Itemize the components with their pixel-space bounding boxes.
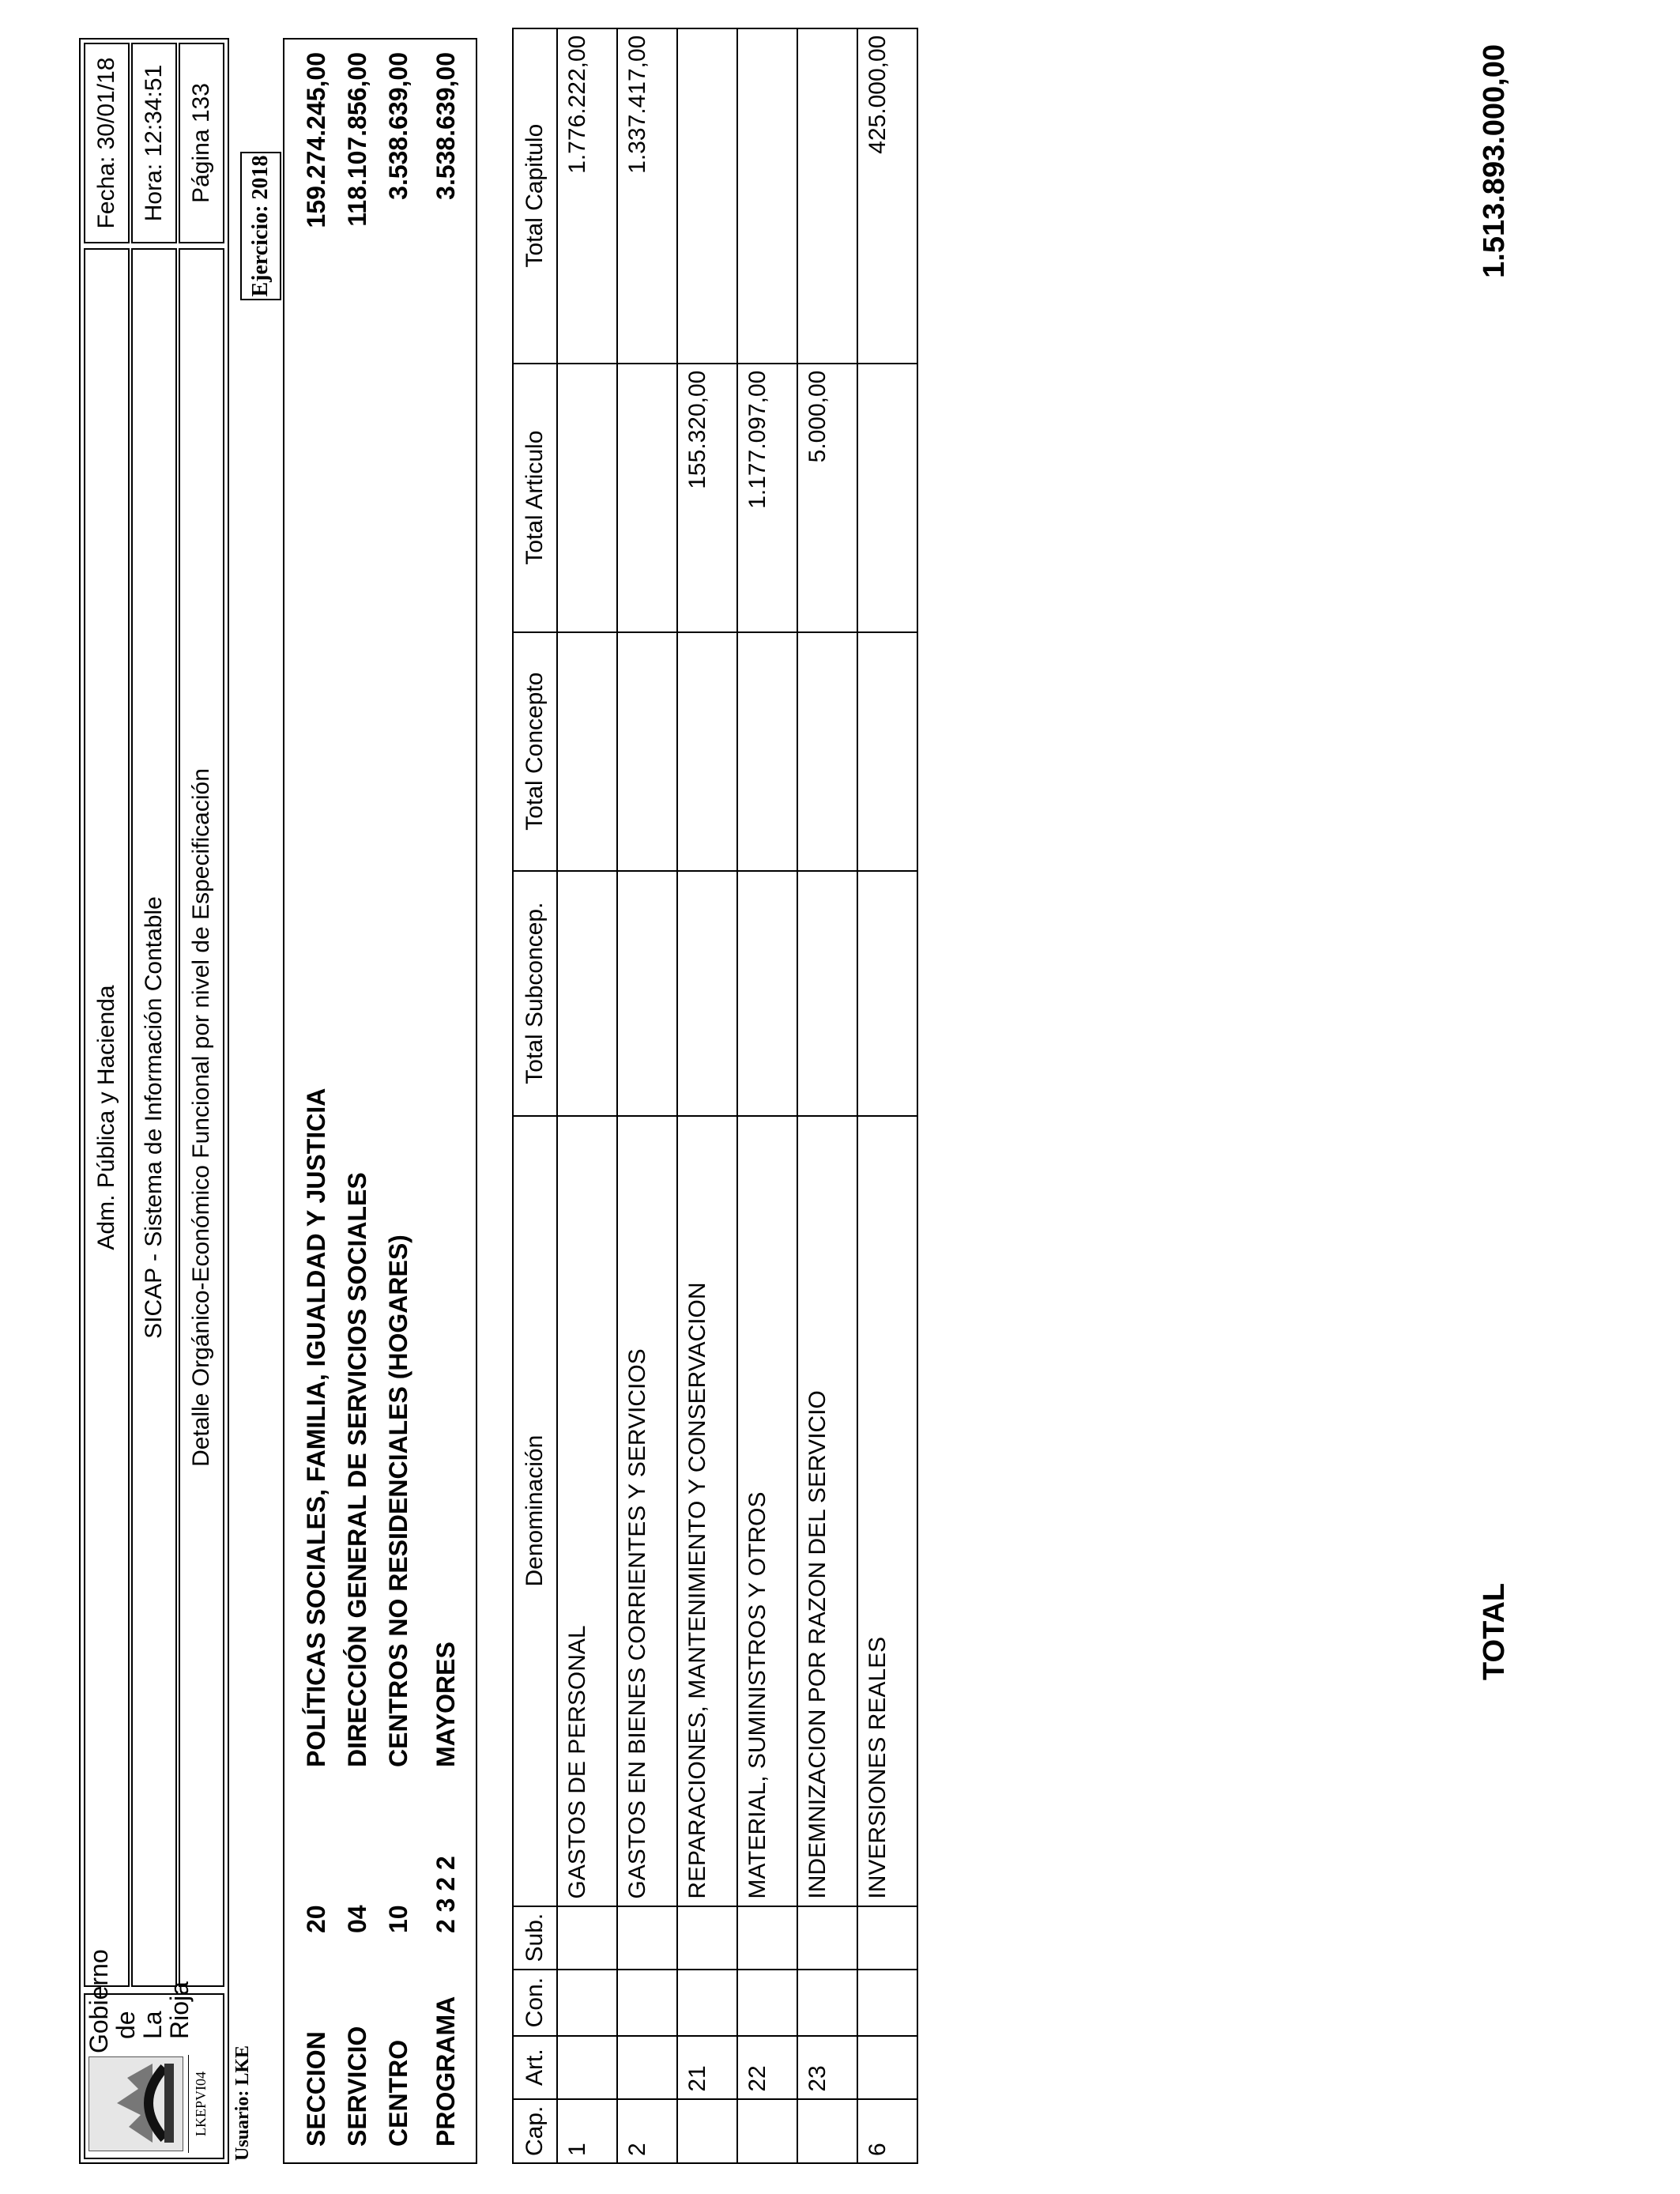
cell-total-subconcep <box>797 871 857 1116</box>
cell-sub <box>857 1906 917 1970</box>
org-amount-servicio: 118.107.856,00 <box>343 52 371 227</box>
org-amount-programa: 3.538.639,00 <box>431 52 460 200</box>
org-code-seccion: 20 <box>302 1905 330 1933</box>
cell-con <box>617 1970 677 2036</box>
cell-total-concepto <box>857 632 917 871</box>
col-total-capitulo: Total Capitulo <box>513 28 557 364</box>
table-row <box>617 28 677 2163</box>
cell-total-subconcep <box>677 871 737 1116</box>
cell-art <box>557 2036 617 2099</box>
cell-total-articulo: 1.177.097,00 <box>737 364 797 632</box>
org-name-seccion: POLÍTICAS SOCIALES, FAMILIA, IGUALDAD Y JUSTICIA <box>302 1088 330 1767</box>
org-label-seccion: SECCION <box>302 2031 330 2147</box>
usuario-label: Usuario: LKE <box>232 2045 253 2161</box>
cell-total-subconcep <box>557 871 617 1116</box>
cell-sub <box>617 1906 677 1970</box>
cell-total-articulo <box>617 364 677 632</box>
table-header-row <box>513 28 557 2163</box>
header-fecha: Fecha: 30/01/18 <box>84 43 130 243</box>
cell-cap <box>737 2099 797 2163</box>
org-name-programa: MAYORES <box>431 1642 460 1767</box>
org-code-centro: 10 <box>384 1905 412 1933</box>
cell-total-concepto <box>617 632 677 871</box>
org-code-servicio: 04 <box>343 1905 371 1933</box>
cell-sub <box>797 1906 857 1970</box>
org-label-servicio: SERVICIO <box>343 2026 371 2147</box>
org-name-centro: CENTROS NO RESIDENCIALES (HOGARES) <box>384 1235 412 1767</box>
header-title-3: Detalle Orgánico-Económico Funcional por nivel de Especificación <box>179 248 224 1987</box>
cell-sub <box>737 1906 797 1970</box>
cell-art: 21 <box>677 2036 737 2099</box>
org-label-centro: CENTRO <box>384 2039 412 2147</box>
cell-cap: 2 <box>617 2099 677 2163</box>
cell-total-capitulo <box>797 28 857 364</box>
cell-art: 22 <box>737 2036 797 2099</box>
org-label-programa: PROGRAMA <box>431 1996 460 2147</box>
cell-sub <box>677 1906 737 1970</box>
table-row <box>857 28 917 2163</box>
cell-cap <box>677 2099 737 2163</box>
total-value: 1.513.893.000,00 <box>1478 44 1511 278</box>
header-pagina: Página 133 <box>179 43 224 243</box>
cell-total-concepto <box>797 632 857 871</box>
cell-denominacion: GASTOS DE PERSONAL <box>557 1116 617 1906</box>
cell-total-capitulo: 1.776.222,00 <box>557 28 617 364</box>
cell-denominacion: INDEMNIZACION POR RAZON DEL SERVICIO <box>797 1116 857 1906</box>
org-amount-centro: 3.538.639,00 <box>384 52 412 200</box>
header-hora: Hora: 12:34:51 <box>131 43 177 243</box>
col-total-concepto: Total Concepto <box>513 632 557 871</box>
total-label: TOTAL <box>1478 1582 1511 1680</box>
cell-total-articulo: 155.320,00 <box>677 364 737 632</box>
cell-denominacion: MATERIAL, SUMINISTROS Y OTROS <box>737 1116 797 1906</box>
cell-con <box>857 1970 917 2036</box>
cell-cap: 1 <box>557 2099 617 2163</box>
cell-art <box>617 2036 677 2099</box>
col-denominacion: Denominación <box>513 1116 557 1906</box>
cell-total-capitulo <box>737 28 797 364</box>
cell-con <box>737 1970 797 2036</box>
cell-total-concepto <box>737 632 797 871</box>
government-seal-icon <box>89 2056 183 2151</box>
org-name <box>85 1949 220 2053</box>
budget-table <box>512 28 918 2164</box>
cell-con <box>677 1970 737 2036</box>
org-name-line: de La <box>111 2011 167 2039</box>
cell-total-articulo <box>557 364 617 632</box>
org-name-line: Rioja <box>165 1981 194 2039</box>
cell-denominacion: INVERSIONES REALES <box>857 1116 917 1906</box>
cell-art: 23 <box>797 2036 857 2099</box>
col-sub: Sub. <box>513 1906 557 1970</box>
table-row <box>737 28 797 2163</box>
cell-art <box>857 2036 917 2099</box>
table-row <box>797 28 857 2163</box>
cell-total-subconcep <box>857 871 917 1116</box>
cell-denominacion: REPARACIONES, MANTENIMIENTO Y CONSERVACION <box>677 1116 737 1906</box>
cell-total-concepto <box>557 632 617 871</box>
cell-cap <box>797 2099 857 2163</box>
cell-total-capitulo <box>677 28 737 364</box>
org-amount-seccion: 159.274.245,00 <box>302 52 330 228</box>
cell-cap: 6 <box>857 2099 917 2163</box>
header-title-2: SICAP - Sistema de Información Contable <box>131 248 177 1987</box>
table-row <box>677 28 737 2163</box>
cell-total-capitulo: 425.000,00 <box>857 28 917 364</box>
cell-total-concepto <box>677 632 737 871</box>
org-code-programa: 2 3 2 2 <box>431 1856 460 1933</box>
cell-total-articulo <box>857 364 917 632</box>
cell-con <box>557 1970 617 2036</box>
cell-sub <box>557 1906 617 1970</box>
header-title-1: Adm. Pública y Hacienda <box>84 248 130 1987</box>
report-code: LKEPVI04 <box>188 2055 212 2153</box>
cell-total-capitulo: 1.337.417,00 <box>617 28 677 364</box>
col-total-subconcep: Total Subconcep. <box>513 871 557 1116</box>
cell-denominacion: GASTOS EN BIENES CORRIENTES Y SERVICIOS <box>617 1116 677 1906</box>
col-con: Con. <box>513 1970 557 2036</box>
col-art: Art. <box>513 2036 557 2099</box>
table-row <box>557 28 617 2163</box>
col-total-articulo: Total Articulo <box>513 364 557 632</box>
ejercicio-badge: Ejercicio: 2018 <box>240 152 281 300</box>
col-cap: Cap. <box>513 2099 557 2163</box>
org-name-servicio: DIRECCIÓN GENERAL DE SERVICIOS SOCIALES <box>343 1172 371 1767</box>
cell-total-subconcep <box>737 871 797 1116</box>
cell-total-articulo: 5.000,00 <box>797 364 857 632</box>
org-name-line: Gobierno <box>85 1949 113 2053</box>
cell-con <box>797 1970 857 2036</box>
cell-total-subconcep <box>617 871 677 1116</box>
